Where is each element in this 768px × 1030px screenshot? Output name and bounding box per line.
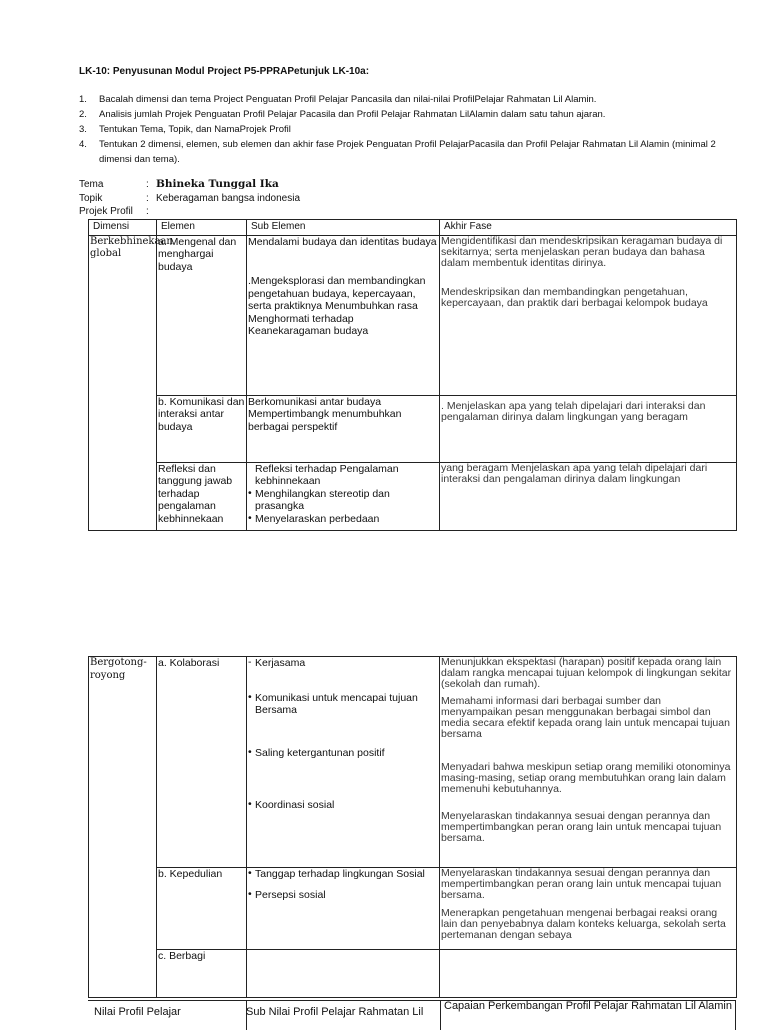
akhir-fase-text: . Menjelaskan apa yang telah dipelajari dari interaksi dan pengalaman dirinya dalam lingkungan yang beragam <box>441 399 706 423</box>
bullet-icon: • <box>248 690 252 703</box>
elemen-cell: c. Berbagi <box>157 950 247 998</box>
sub-elemen-item <box>248 868 438 881</box>
sub-elemen-item-text: Tanggap terhadap lingkungan Sosial <box>255 868 425 880</box>
topik-value: Keberagaman bangsa indonesia <box>156 192 300 204</box>
akhir-fase-text: Memahami informasi dari berbagai sumber dan menyampaikan pesan menggunakan berbagai simbol dan media secara efektif kepada orang lain untuk mencapai tujuan bersama <box>441 695 730 740</box>
sub-elemen-cell <box>247 235 440 395</box>
sub-elemen-item <box>248 889 438 902</box>
akhir-fase-cell <box>440 950 737 998</box>
header-nilai-profil: Nilai Profil Pelajar <box>94 1006 181 1018</box>
header-dimensi: Dimensi <box>89 220 157 236</box>
bullet-icon: • <box>248 745 252 758</box>
sub-elemen-text: .Mengeksplorasi dan membandingkan pengetahuan budaya, kepercayaan, serta praktiknya Menumbuhkan rasa Menghormati terhadap Keanekaragaman budaya <box>248 275 426 337</box>
sub-elemen-item-text: Komunikasi untuk mencapai tujuan Bersama <box>255 691 418 716</box>
header-akhir-fase: Akhir Fase <box>440 220 737 236</box>
instruction-list <box>79 92 729 167</box>
sub-elemen-cell <box>247 950 440 998</box>
akhir-fase-text: Mendeskripsikan dan membandingkan pengetahuan, kepercayaan, dan praktik dari berbagai kelompok budaya <box>441 285 708 309</box>
topik-label: Topik <box>79 192 103 204</box>
colon: : <box>146 179 149 190</box>
sub-elemen-item <box>248 692 438 717</box>
sub-elemen-cell <box>247 462 440 530</box>
document-title: LK-10: Penyusunan Modul Project P5-PPRAPetunjuk LK-10a: <box>79 66 370 77</box>
sub-elemen-text: Mendalami budaya dan identitas budaya <box>248 235 437 248</box>
tema-value: Bhineka Tunggal Ika <box>156 178 279 190</box>
akhir-fase-cell <box>440 868 737 950</box>
header-sub-nilai: Sub Nilai Profil Pelajar Rahmatan Lil <box>246 1006 424 1018</box>
sub-elemen-item <box>248 747 438 760</box>
instruction-number: 3. <box>79 124 87 135</box>
table-row <box>89 395 737 462</box>
instruction-text: Tentukan Tema, Topik, dan NamaProjek Profil <box>99 124 291 135</box>
dimension-table-1 <box>88 219 737 531</box>
header-elemen: Elemen <box>157 220 247 236</box>
tema-label: Tema <box>79 179 104 190</box>
akhir-fase-text: Menyelaraskan tindakannya sesuai dengan perannya dan mempertimbangkan peran orang lain untuk mencapai tujuan bersama. <box>441 810 722 844</box>
header-sub-elemen: Sub Elemen <box>247 220 440 236</box>
akhir-fase-cell <box>440 657 737 868</box>
sub-elemen-item-text: Persepsi sosial <box>255 888 326 901</box>
meta-row-projek <box>79 205 300 219</box>
project-meta <box>79 178 300 219</box>
instruction-number: 2. <box>79 109 87 120</box>
table-header-row <box>89 220 737 236</box>
akhir-fase-text: Mengidentifikasi dan mendeskripsikan keragaman budaya di sekitarnya; serta menjelaskan peran budaya dan bahasa dalam membentuk identitas dirinya. <box>441 234 723 269</box>
sub-elemen-item <box>248 488 438 513</box>
dimension-table-2 <box>88 656 737 998</box>
bullet-icon: - <box>248 656 252 668</box>
table-row <box>89 868 737 950</box>
bullet-icon: • <box>248 486 252 499</box>
bullet-icon: • <box>248 887 252 900</box>
header-capaian: Capaian Perkembangan Profil Pelajar Rahmatan Lil Alamin <box>444 1000 732 1012</box>
instruction-text: Tentukan 2 dimensi, elemen, sub elemen dan akhir fase Projek Penguatan Profil PelajarPacasila dan Profil Pelajar Rahmatan Lil Alamin (minimal 2 dimensi dan tema). <box>99 139 716 165</box>
sub-elemen-item-text: Menghilangkan stereotip dan prasangka <box>255 487 390 512</box>
table-row <box>89 657 737 868</box>
sub-elemen-item-text: Kerjasama <box>255 657 306 669</box>
sub-elemen-item-text: Refleksi terhadap Pengalaman kebhinnekaan <box>255 462 399 487</box>
sub-elemen-item-text: Koordinasi sosial <box>255 799 335 811</box>
sub-elemen-item <box>248 463 438 488</box>
elemen-cell: a. Kolaborasi <box>157 657 247 868</box>
projek-label: Projek Profil <box>79 206 133 217</box>
akhir-fase-cell <box>440 395 737 462</box>
instruction-number: 4. <box>79 139 87 150</box>
sub-elemen-cell <box>247 657 440 868</box>
bullet-icon: • <box>248 798 252 810</box>
akhir-fase-cell <box>440 235 737 395</box>
elemen-cell: b. Kepedulian <box>157 868 247 950</box>
akhir-fase-cell: yang beragam Menjelaskan apa yang telah dipelajari dari interaksi dan pengalaman dirinya dalam lingkungan <box>440 462 737 530</box>
sub-elemen-item-text: Menyelaraskan perbedaan <box>255 512 380 525</box>
akhir-fase-text: Menyelaraskan tindakannya sesuai dengan perannya dan mempertimbangkan peran orang lain untuk mencapai tujuan bersama. <box>441 867 722 901</box>
akhir-fase-text: Menyadari bahwa meskipun setiap orang memiliki otonominya masing-masing, setiap orang membutuhkan orang lain dalam memenuhi kebutuhannya. <box>441 761 731 795</box>
instruction-item <box>79 122 729 137</box>
bullet-icon: • <box>248 867 252 879</box>
instruction-text: Analisis jumlah Projek Penguatan Profil Pelajar Pacasila dan Profil Pelajar Rahmatan LilAlamin dalam satu tahun ajaran. <box>99 109 606 120</box>
sub-elemen-item <box>248 513 438 526</box>
elemen-cell: a. Mengenal dan menghargai budaya <box>157 235 247 395</box>
instruction-text: Bacalah dimensi dan tema Project Penguatan Profil Pelajar Pancasila dan nilai-nilai ProfilPelajar Rahmatan Lil Alamin. <box>99 94 597 105</box>
sub-elemen-item <box>248 799 438 812</box>
elemen-cell: Refleksi dan tanggung jawab terhadap pengalaman kebhinnekaan <box>157 462 247 530</box>
instruction-number: 1. <box>79 94 87 105</box>
meta-row-topik <box>79 192 300 206</box>
table-row <box>89 462 737 530</box>
akhir-fase-text: Menunjukkan ekspektasi (harapan) positif kepada orang lain dalam rangka mencapai tujuan kelompok di lingkungan sekitar (sekolah dan rumah). <box>441 656 732 690</box>
instruction-item <box>79 107 729 122</box>
dimension-cell: Bergotong-royong <box>89 657 157 998</box>
colon: : <box>146 206 149 217</box>
dimension-cell: Berkebhinekaan global <box>89 235 157 530</box>
colon: : <box>146 192 149 204</box>
elemen-cell: b. Komunikasi dan interaksi antar budaya <box>157 395 247 462</box>
akhir-fase-text: Menerapkan pengetahuan mengenai berbagai reaksi orang lain dan penyebabnya dalam konteks keluarga, sekolah serta pertemanan dengan sebaya <box>441 907 726 941</box>
sub-elemen-cell <box>247 868 440 950</box>
instruction-item <box>79 137 729 167</box>
sub-elemen-cell: Berkomunikasi antar budaya Mempertimbangk menumbuhkan berbagai perspektif <box>247 395 440 462</box>
table-row <box>89 950 737 998</box>
meta-row-tema <box>79 178 300 192</box>
sub-elemen-item <box>248 657 438 670</box>
instruction-item <box>79 92 729 107</box>
bullet-icon: • <box>248 511 252 524</box>
sub-elemen-item-text: Saling ketergantunan positif <box>255 746 385 759</box>
table-row <box>89 235 737 395</box>
